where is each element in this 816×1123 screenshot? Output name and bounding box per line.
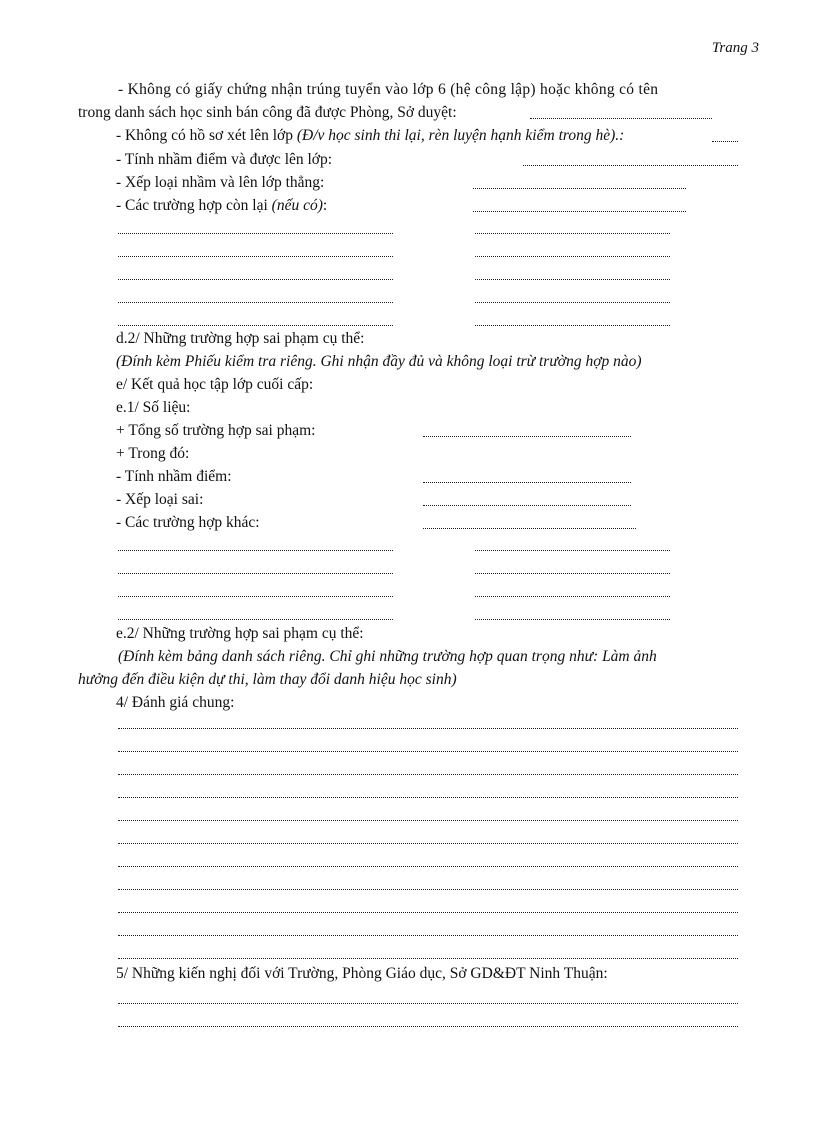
other-cases-fill-line[interactable] <box>423 527 636 529</box>
blank-right-line[interactable] <box>475 549 670 551</box>
assessment-line[interactable] <box>118 819 738 821</box>
blank-left-line[interactable] <box>118 618 393 620</box>
blank-left-line[interactable] <box>118 278 393 280</box>
blank-left-line[interactable] <box>118 572 393 574</box>
miscount-fill-line[interactable] <box>423 481 631 483</box>
item4-line: - Xếp loại nhầm và lên lớp thẳng: <box>116 174 325 191</box>
total-violations-label: + Tổng số trường hợp sai phạm: <box>116 422 316 439</box>
item2-italic-note: (Đ/v học sinh thi lại, rèn luyện hạnh kiểm trong hè).: <box>296 127 625 144</box>
e2-note-line1: (Đính kèm bảng danh sách riêng. Chỉ ghi những trường hợp quan trọng như: Làm ảnh <box>118 648 657 665</box>
e2-note-line2: hưởng đến điều kiện dự thi, làm thay đổi danh hiệu học sinh) <box>78 671 457 688</box>
recommendation-line[interactable] <box>118 1025 738 1027</box>
blank-left-line[interactable] <box>118 595 393 597</box>
blank-right-line[interactable] <box>475 278 670 280</box>
blank-right-line[interactable] <box>475 618 670 620</box>
other-cases-label: - Các trường hợp khác: <box>116 514 260 531</box>
item5-italic-note: (nếu có) <box>271 197 323 214</box>
assessment-line[interactable] <box>118 934 738 936</box>
among-label: + Trong đó: <box>116 445 190 462</box>
assessment-line[interactable] <box>118 773 738 775</box>
recommendation-line[interactable] <box>118 1002 738 1004</box>
total-violations-fill-line[interactable] <box>423 435 631 437</box>
assessment-line[interactable] <box>118 911 738 913</box>
blank-right-line[interactable] <box>475 572 670 574</box>
blank-right-line[interactable] <box>475 255 670 257</box>
assessment-line[interactable] <box>118 796 738 798</box>
blank-right-line[interactable] <box>475 324 670 326</box>
miscount-label: - Tính nhầm điểm: <box>116 468 232 485</box>
assessment-line[interactable] <box>118 842 738 844</box>
assessment-line[interactable] <box>118 750 738 752</box>
item5-text: - Các trường hợp còn lại <box>116 197 272 214</box>
assessment-line[interactable] <box>118 865 738 867</box>
item4-fill-line[interactable] <box>473 187 686 189</box>
item2-text: - Không có hồ sơ xét lên lớp <box>116 127 297 144</box>
item1-line2: trong danh sách học sinh bán công đã được Phòng, Sở duyệt: <box>78 104 457 121</box>
e-heading: e/ Kết quả học tập lớp cuối cấp: <box>116 376 314 393</box>
blank-right-line[interactable] <box>475 595 670 597</box>
assessment-line[interactable] <box>118 888 738 890</box>
item5-suffix: : <box>322 197 328 214</box>
misclass-fill-line[interactable] <box>423 504 631 506</box>
item1-fill-line[interactable] <box>530 117 712 119</box>
blank-left-line[interactable] <box>118 255 393 257</box>
item2-line <box>116 127 624 145</box>
assessment-line[interactable] <box>118 957 738 959</box>
section4-heading: 4/ Đánh giá chung: <box>116 694 235 711</box>
blank-right-line[interactable] <box>475 232 670 234</box>
d2-note: (Đính kèm Phiếu kiểm tra riêng. Ghi nhận đầy đủ và không loại trừ trường hợp nào) <box>116 353 642 370</box>
blank-right-line[interactable] <box>475 301 670 303</box>
item5-line <box>116 197 327 215</box>
item3-fill-line[interactable] <box>523 164 738 166</box>
assessment-line[interactable] <box>118 727 738 729</box>
e2-heading: e.2/ Những trường hợp sai phạm cụ thể: <box>116 625 364 642</box>
e1-heading: e.1/ Số liệu: <box>116 399 191 416</box>
item1-line1: - Không có giấy chứng nhận trúng tuyển vào lớp 6 (hệ công lập) hoặc không có tên <box>118 81 659 98</box>
blank-left-line[interactable] <box>118 549 393 551</box>
blank-left-line[interactable] <box>118 232 393 234</box>
section5-heading: 5/ Những kiến nghị đối với Trường, Phòng Giáo dục, Sở GD&ĐT Ninh Thuận: <box>116 965 608 982</box>
item2-fill-line[interactable] <box>712 140 738 142</box>
page-number: Trang 3 <box>711 40 759 56</box>
blank-left-line[interactable] <box>118 324 393 326</box>
d2-heading: d.2/ Những trường hợp sai phạm cụ thể: <box>116 330 365 347</box>
misclass-label: - Xếp loại sai: <box>116 491 204 508</box>
item3-line: - Tính nhầm điểm và được lên lớp: <box>116 151 333 168</box>
item5-fill-line[interactable] <box>473 210 686 212</box>
blank-left-line[interactable] <box>118 301 393 303</box>
